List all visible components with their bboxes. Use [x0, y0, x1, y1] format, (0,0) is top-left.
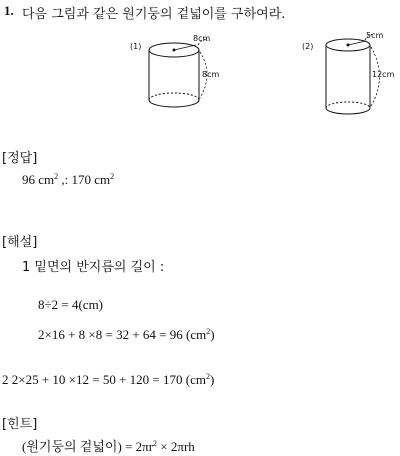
hint-formula-tail: × 2πrh — [157, 439, 195, 454]
answer-exponent-2: 2 — [110, 172, 115, 181]
explanation-line-3-close: ) — [209, 372, 215, 387]
explanation-line-2-exp: 2 — [206, 327, 211, 336]
figure-1-radius-label: 8cm — [193, 34, 211, 43]
explanation-intro: 1 밑면의 반지름의 길이 : — [22, 260, 165, 275]
answer-value-1: 96 cm — [22, 172, 55, 187]
explanation-line-1: 8÷2 = 4(cm) — [38, 297, 104, 312]
figure-2-radius-label: 5cm — [366, 31, 384, 40]
answer-line — [22, 172, 114, 188]
answer-header: [정답] — [2, 151, 38, 166]
explanation-header: [해설] — [2, 235, 38, 250]
figure-1-index: (1) — [130, 42, 142, 51]
figure-2-height-label: 12cm — [372, 70, 395, 79]
explanation-line-2 — [38, 327, 215, 343]
figure-1-height-label: 8cm — [202, 70, 220, 79]
answer-separator: ,: — [58, 172, 72, 187]
explanation-line-2-close: ) — [210, 327, 215, 342]
answer-exponent-1: 2 — [54, 172, 59, 181]
question-text: 다음 그림과 같은 원기둥의 겉넓이를 구하여라. — [22, 7, 286, 22]
question-number: 1. — [4, 3, 14, 18]
explanation-line-2-body: 2×16 + 8 ×8 = 32 + 64 = 96 (cm — [38, 327, 207, 342]
hint-formula-exp: 2 — [153, 439, 158, 448]
hint-formula-body: (원기둥의 겉넓이) = 2πr — [22, 439, 154, 454]
figure-2-index: (2) — [302, 42, 314, 51]
explanation-line-3-body: 2 2×25 + 10 ×12 = 50 + 120 = 170 (cm — [2, 372, 206, 387]
hint-header: [힌트] — [2, 417, 38, 432]
hint-formula — [22, 436, 195, 455]
answer-value-2: 170 cm — [71, 172, 111, 187]
explanation-line-3 — [2, 372, 214, 388]
explanation-line-3-exp: 2 — [205, 372, 210, 381]
